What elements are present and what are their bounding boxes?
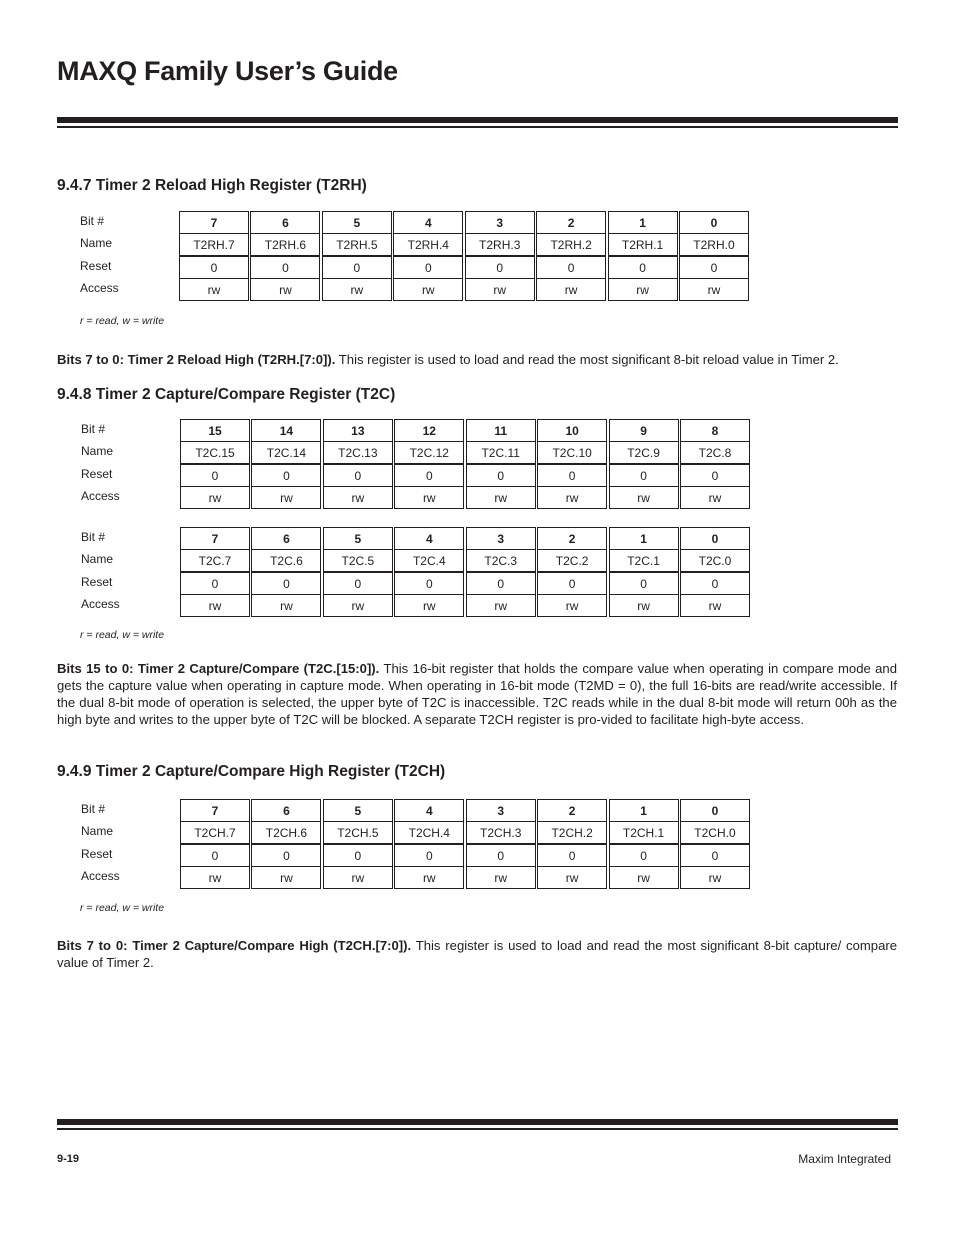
name-cell: T2C.7 — [180, 549, 250, 572]
bit-row-label: Bit # — [81, 422, 106, 436]
bit-cell: 5 — [322, 211, 392, 234]
name-cell: T2RH.6 — [250, 233, 320, 256]
name-cell: T2C.15 — [180, 441, 250, 464]
name-cell: T2CH.3 — [466, 821, 536, 844]
t2ch-description — [57, 937, 897, 971]
name-cell: T2C.10 — [537, 441, 607, 464]
name-cell: T2C.11 — [466, 441, 536, 464]
access-footnote: r = read, w = write — [80, 629, 165, 641]
access-cell: rw — [608, 278, 678, 301]
access-cell: rw — [536, 278, 606, 301]
t2rh-description-lead: Bits 7 to 0: Timer 2 Reload High (T2RH.[7:0]). — [57, 352, 336, 367]
bit-cell: 4 — [394, 527, 464, 550]
name-cell: T2C.4 — [394, 549, 464, 572]
reset-cell: 0 — [608, 256, 678, 279]
access-row-label: Access — [81, 489, 120, 503]
name-row-label: Name — [81, 552, 114, 566]
name-cell: T2CH.0 — [680, 821, 750, 844]
reset-cell: 0 — [537, 572, 607, 595]
access-cell: rw — [609, 866, 679, 889]
reset-cell: 0 — [466, 464, 536, 487]
reset-cell: 0 — [609, 572, 679, 595]
bit-cell: 1 — [609, 799, 679, 822]
name-row — [180, 441, 750, 464]
reset-cell: 0 — [323, 572, 393, 595]
reset-cell: 0 — [179, 256, 249, 279]
name-cell: T2RH.0 — [679, 233, 749, 256]
bit-cell: 15 — [180, 419, 250, 442]
access-cell: rw — [466, 594, 536, 617]
access-cell: rw — [609, 594, 679, 617]
reset-row — [179, 256, 749, 279]
bit-cell: 0 — [679, 211, 749, 234]
name-cell: T2RH.2 — [536, 233, 606, 256]
t2c-description-lead: Bits 15 to 0: Timer 2 Capture/Compare (T2C.[15:0]). — [57, 661, 380, 676]
bit-cell: 1 — [608, 211, 678, 234]
reset-cell: 0 — [465, 256, 535, 279]
reset-cell: 0 — [680, 464, 750, 487]
access-cell: rw — [680, 486, 750, 509]
name-row — [180, 549, 750, 572]
t2c-description — [57, 660, 897, 728]
bit-cell: 2 — [536, 211, 606, 234]
t2rh-description — [57, 351, 897, 368]
reset-cell: 0 — [537, 464, 607, 487]
access-cell: rw — [393, 278, 463, 301]
name-cell: T2CH.2 — [537, 821, 607, 844]
access-cell: rw — [251, 594, 321, 617]
bit-cell: 5 — [323, 527, 393, 550]
access-cell: rw — [537, 866, 607, 889]
reset-row — [180, 572, 750, 595]
reset-cell: 0 — [394, 572, 464, 595]
access-footnote: r = read, w = write — [80, 902, 165, 914]
reset-cell: 0 — [680, 572, 750, 595]
name-cell: T2CH.5 — [323, 821, 393, 844]
reset-row-label: Reset — [81, 467, 113, 481]
access-cell: rw — [251, 866, 321, 889]
bit-cell: 13 — [323, 419, 393, 442]
bit-cell: 8 — [680, 419, 750, 442]
access-cell: rw — [323, 594, 393, 617]
access-row-label: Access — [80, 281, 119, 295]
name-cell: T2RH.1 — [608, 233, 678, 256]
access-cell: rw — [679, 278, 749, 301]
access-cell: rw — [180, 594, 250, 617]
bit-cell: 1 — [609, 527, 679, 550]
bit-cell: 7 — [180, 527, 250, 550]
reset-cell: 0 — [180, 572, 250, 595]
reset-cell: 0 — [180, 844, 250, 867]
bit-cell: 0 — [680, 527, 750, 550]
reset-cell: 0 — [251, 572, 321, 595]
reset-cell: 0 — [609, 844, 679, 867]
reset-cell: 0 — [393, 256, 463, 279]
bit-cell: 2 — [537, 799, 607, 822]
access-cell: rw — [250, 278, 320, 301]
reset-cell: 0 — [466, 844, 536, 867]
reset-cell: 0 — [609, 464, 679, 487]
name-cell: T2C.2 — [537, 549, 607, 572]
bit-row — [180, 527, 750, 550]
access-cell: rw — [179, 278, 249, 301]
name-row-label: Name — [81, 824, 114, 838]
bit-cell: 3 — [466, 527, 536, 550]
access-footnote: r = read, w = write — [80, 315, 165, 327]
access-row — [179, 278, 749, 301]
bit-row-label: Bit # — [81, 530, 106, 544]
reset-cell: 0 — [679, 256, 749, 279]
name-row — [180, 821, 750, 844]
bit-cell: 14 — [251, 419, 321, 442]
footer-rule-thick — [57, 1119, 898, 1125]
bit-cell: 10 — [537, 419, 607, 442]
reset-cell: 0 — [394, 844, 464, 867]
bit-cell: 7 — [180, 799, 250, 822]
reset-cell: 0 — [680, 844, 750, 867]
bit-cell: 9 — [609, 419, 679, 442]
name-row-label: Name — [80, 236, 113, 250]
bit-row — [180, 419, 750, 442]
company-name: Maxim Integrated — [798, 1152, 891, 1166]
name-cell: T2C.6 — [251, 549, 321, 572]
reset-cell: 0 — [394, 464, 464, 487]
reset-cell: 0 — [466, 572, 536, 595]
access-row-label: Access — [81, 597, 120, 611]
bit-row — [180, 799, 750, 822]
reset-cell: 0 — [250, 256, 320, 279]
reset-cell: 0 — [536, 256, 606, 279]
header-rule-thin — [57, 126, 898, 128]
name-cell: T2CH.1 — [609, 821, 679, 844]
reset-cell: 0 — [323, 844, 393, 867]
access-cell: rw — [251, 486, 321, 509]
access-cell: rw — [680, 594, 750, 617]
name-cell: T2C.9 — [609, 441, 679, 464]
access-cell: rw — [537, 594, 607, 617]
access-cell: rw — [609, 486, 679, 509]
bit-cell: 6 — [251, 527, 321, 550]
name-cell: T2C.1 — [609, 549, 679, 572]
access-cell: rw — [180, 866, 250, 889]
access-row — [180, 486, 750, 509]
reset-cell: 0 — [322, 256, 392, 279]
bit-cell: 12 — [394, 419, 464, 442]
access-row — [180, 866, 750, 889]
reset-cell: 0 — [251, 464, 321, 487]
reset-row-label: Reset — [81, 847, 113, 861]
name-row — [179, 233, 749, 256]
access-cell: rw — [323, 866, 393, 889]
reset-row — [180, 464, 750, 487]
footer-rule-thin — [57, 1128, 898, 1130]
bit-cell: 3 — [466, 799, 536, 822]
bit-cell: 2 — [537, 527, 607, 550]
bit-row-label: Bit # — [81, 802, 106, 816]
access-cell: rw — [466, 486, 536, 509]
bit-cell: 0 — [680, 799, 750, 822]
name-cell: T2CH.4 — [394, 821, 464, 844]
bit-cell: 4 — [393, 211, 463, 234]
name-cell: T2RH.4 — [393, 233, 463, 256]
name-cell: T2RH.3 — [465, 233, 535, 256]
name-cell: T2C.13 — [323, 441, 393, 464]
t2ch-description-lead: Bits 7 to 0: Timer 2 Capture/Compare High (T2CH.[7:0]). — [57, 938, 412, 953]
reset-cell: 0 — [180, 464, 250, 487]
name-cell: T2CH.7 — [180, 821, 250, 844]
name-cell: T2C.3 — [466, 549, 536, 572]
reset-cell: 0 — [323, 464, 393, 487]
reset-cell: 0 — [537, 844, 607, 867]
bit-cell: 6 — [251, 799, 321, 822]
name-cell: T2C.0 — [680, 549, 750, 572]
access-row-label: Access — [81, 869, 120, 883]
access-row — [180, 594, 750, 617]
access-cell: rw — [322, 278, 392, 301]
t2c-description-text: This 16-bit register that holds the compare value when operating in compare mode and gets the capture value when operating in capture mode. When operating in 16-bit mode (T2MD = 0), the full 16-bits are read/write accessible. If the dual 8-bit mode of operation is selected, the upper byte of T2C is inaccessible. T2C reads while in the dual 8-bit mode will return 00h as the high byte and writes to the upper byte of T2C will be blocked. A separate T2CH register is pro-vided to facilitate high-byte access. — [57, 661, 897, 727]
bit-cell: 7 — [179, 211, 249, 234]
reset-row — [180, 844, 750, 867]
page-number: 9-19 — [57, 1153, 80, 1165]
reset-row-label: Reset — [80, 259, 112, 273]
access-cell: rw — [394, 866, 464, 889]
access-cell: rw — [394, 594, 464, 617]
bit-row — [179, 211, 749, 234]
bit-row-label: Bit # — [80, 214, 105, 228]
bit-cell: 5 — [323, 799, 393, 822]
access-cell: rw — [323, 486, 393, 509]
access-cell: rw — [466, 866, 536, 889]
name-cell: T2RH.5 — [322, 233, 392, 256]
section-heading-t2ch: 9.4.9 Timer 2 Capture/Compare High Register (T2CH) — [57, 763, 446, 780]
name-cell: T2RH.7 — [179, 233, 249, 256]
access-cell: rw — [180, 486, 250, 509]
bit-cell: 3 — [465, 211, 535, 234]
section-heading-t2rh: 9.4.7 Timer 2 Reload High Register (T2RH) — [57, 177, 367, 194]
access-cell: rw — [680, 866, 750, 889]
name-cell: T2CH.6 — [251, 821, 321, 844]
t2rh-description-text: This register is used to load and read the most significant 8-bit reload value in Timer 2. — [335, 352, 839, 367]
header-rule-thick — [57, 117, 898, 123]
bit-cell: 4 — [394, 799, 464, 822]
name-cell: T2C.12 — [394, 441, 464, 464]
reset-cell: 0 — [251, 844, 321, 867]
access-cell: rw — [537, 486, 607, 509]
name-cell: T2C.14 — [251, 441, 321, 464]
t2ch-description-text: This register is used to load and read the most significant 8-bit capture/ compare value of Timer 2. — [57, 938, 897, 970]
access-cell: rw — [465, 278, 535, 301]
section-heading-t2c: 9.4.8 Timer 2 Capture/Compare Register (T2C) — [57, 386, 396, 403]
access-cell: rw — [394, 486, 464, 509]
name-cell: T2C.5 — [323, 549, 393, 572]
name-cell: T2C.8 — [680, 441, 750, 464]
reset-row-label: Reset — [81, 575, 113, 589]
bit-cell: 6 — [250, 211, 320, 234]
document-title: MAXQ Family User’s Guide — [57, 56, 398, 86]
bit-cell: 11 — [466, 419, 536, 442]
name-row-label: Name — [81, 444, 114, 458]
